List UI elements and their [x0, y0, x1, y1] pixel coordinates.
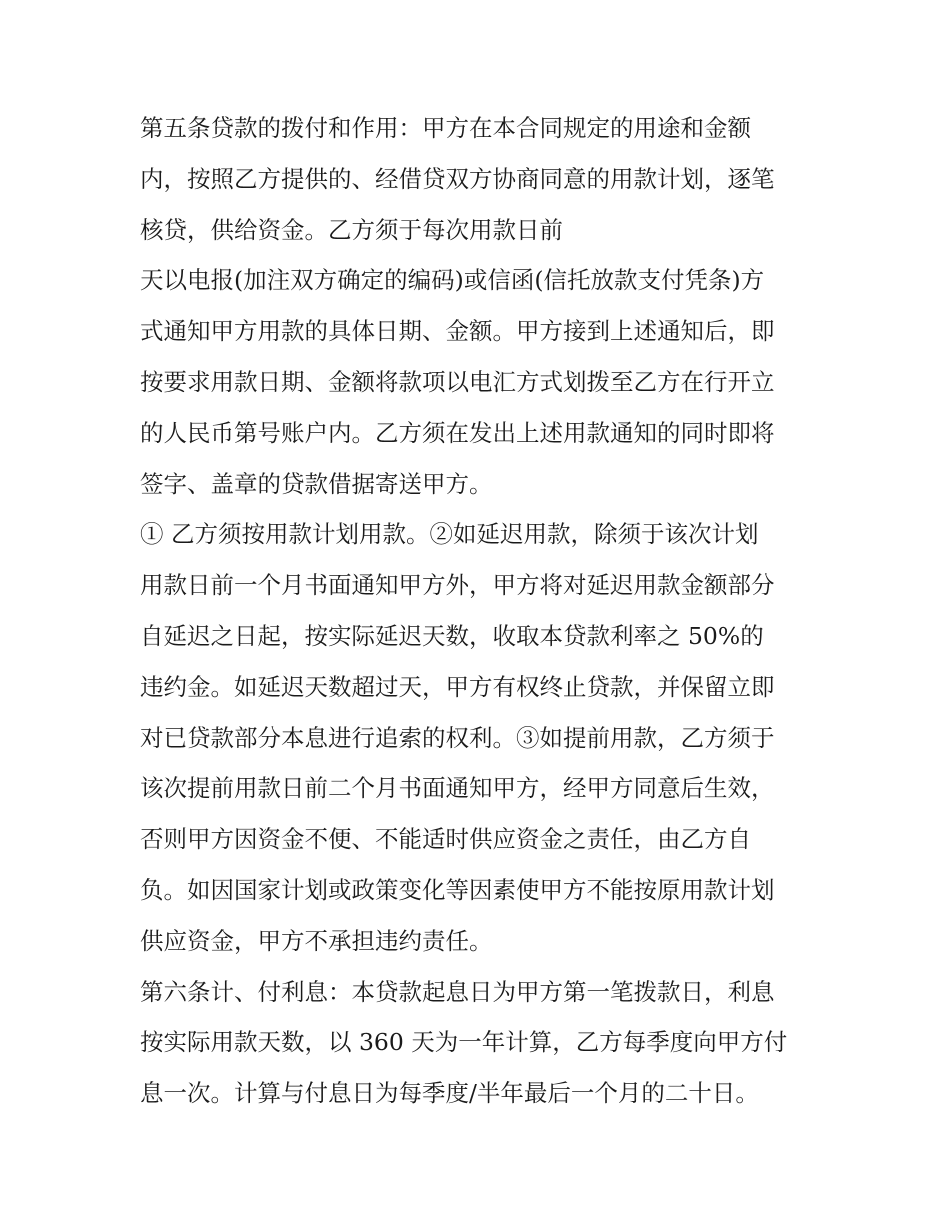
document-body: [140, 103, 820, 1119]
text-line: 按实际用款天数，以 360 天为一年计算，乙方每季度向甲方付: [140, 1028, 788, 1057]
text-line: 内，按照乙方提供的、经借贷双方协商同意的用款计划，逐笔: [140, 164, 775, 193]
text-line: 供应资金，甲方不承担违约责任。: [140, 926, 493, 955]
text-line: 用款日前一个月书面通知甲方外，甲方将对延迟用款金额部分: [140, 571, 775, 600]
text-line: 第六条计、付利息：本贷款起息日为甲方第一笔拨款日，利息: [140, 977, 775, 1006]
text-line: 负。如因国家计划或政策变化等因素使甲方不能按原用款计划: [140, 875, 775, 904]
text-line: 自延迟之日起，按实际延迟天数，收取本贷款利率之 50%的: [140, 621, 764, 650]
text-line: 息一次。计算与付息日为每季度/半年最后一个月的二十日。: [140, 1079, 759, 1108]
text-line: 天以电报(加注双方确定的编码)或信函(信托放款支付凭条)方: [140, 266, 765, 295]
text-line: 对已贷款部分本息进行追索的权利。③如提前用款，乙方须于: [140, 723, 775, 752]
text-line: ① 乙方须按用款计划用款。②如延迟用款，除须于该次计划: [140, 520, 759, 549]
text-line: 式通知甲方用款的具体日期、金额。甲方接到上述通知后，即: [140, 317, 775, 346]
text-line: 违约金。如延迟天数超过天，甲方有权终止贷款，并保留立即: [140, 672, 775, 701]
text-line: 该次提前用款日前二个月书面通知甲方，经甲方同意后生效，: [140, 774, 775, 803]
text-line: 第五条贷款的拨付和作用：甲方在本合同规定的用途和金额: [140, 114, 751, 142]
text-line: 否则甲方因资金不便、不能适时供应资金之责任，由乙方自: [140, 825, 751, 854]
text-line: 按要求用款日期、金额将款项以电汇方式划拨至乙方在行开立: [140, 367, 775, 396]
text-line: 的人民币第号账户内。乙方须在发出上述用款通知的同时即将: [140, 418, 775, 447]
text-line: 签字、盖章的贷款借据寄送甲方。: [140, 469, 493, 498]
text-line: 核贷，供给资金。乙方须于每次用款日前: [140, 215, 563, 244]
